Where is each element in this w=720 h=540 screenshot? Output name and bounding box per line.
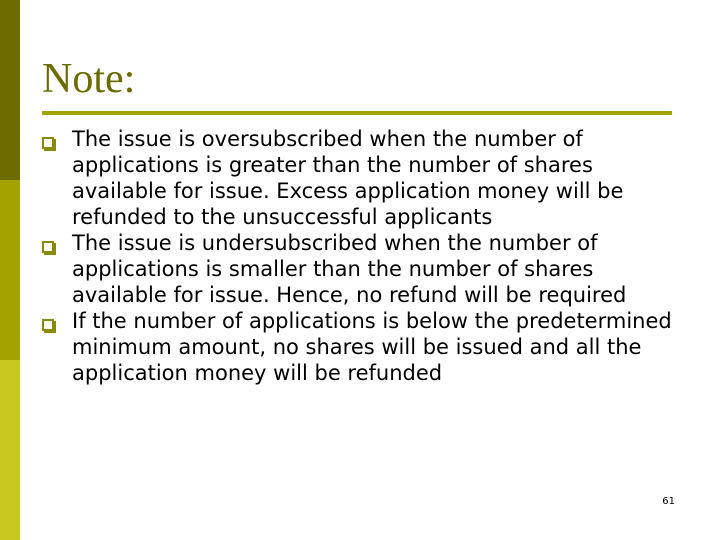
bullet-text: The issue is oversubscribed when the number of applications is greater than the number of shares available for issue. Excess application money will be refunded to the unsuccessful applicants — [72, 127, 624, 229]
bullet-text: If the number of applications is below the predetermined minimum amount, no shares will be issued and all the application money will be refunded — [72, 309, 672, 385]
title-underline — [42, 111, 672, 115]
bullet-item — [42, 308, 682, 386]
bullet-text: The issue is undersubscribed when the number of applications is smaller than the number of shares available for issue. Hence, no refund will be required — [72, 231, 627, 307]
side-bar-mid — [0, 180, 20, 360]
page-number: 61 — [662, 496, 675, 507]
side-bar-light — [0, 360, 20, 540]
bullet-list — [42, 126, 682, 386]
bullet-item — [42, 126, 682, 230]
square-bullet-icon — [42, 241, 54, 253]
square-bullet-icon — [42, 137, 54, 149]
slide-title: Note: — [42, 56, 136, 102]
bullet-item — [42, 230, 682, 308]
square-bullet-icon — [42, 319, 54, 331]
side-bar-dark — [0, 0, 20, 180]
